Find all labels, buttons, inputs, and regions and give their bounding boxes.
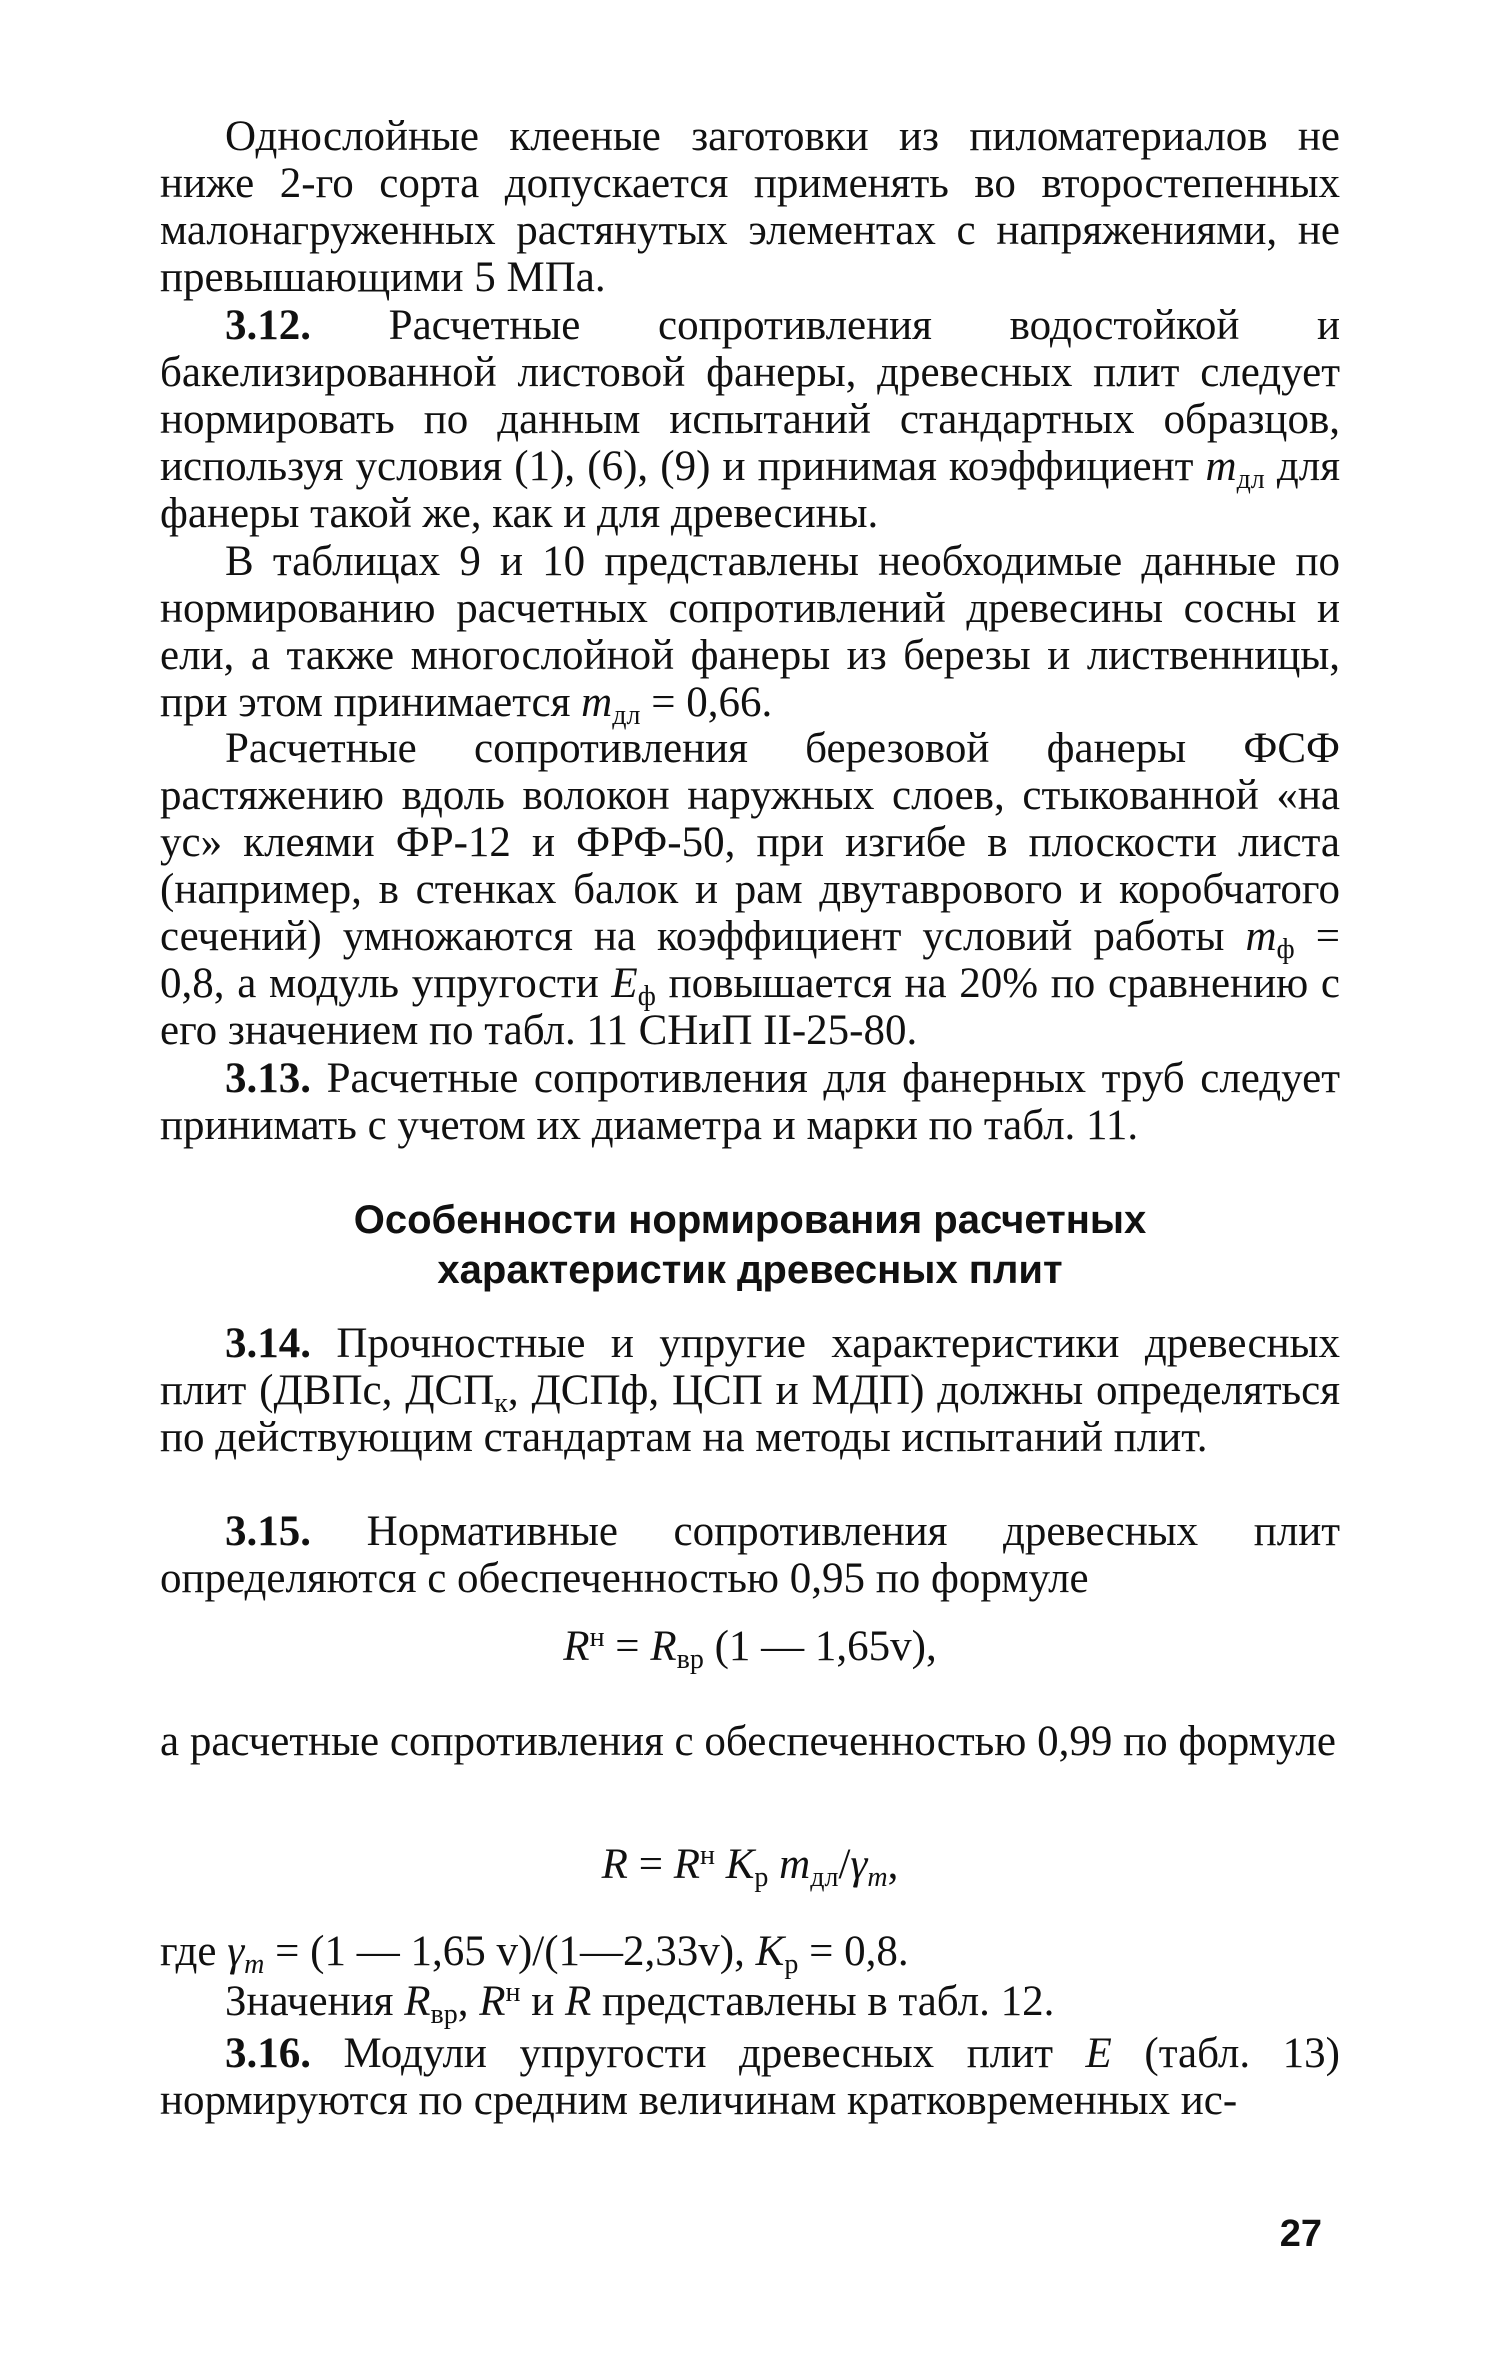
section-heading: Особенности нормирования расчетных характеристик древесных плит xyxy=(353,1198,1147,1292)
section-number: 3.16. xyxy=(225,2030,311,2077)
document-page xyxy=(160,0,1340,2363)
page-number: 27 xyxy=(1279,2213,1322,2255)
section-number: 3.14. xyxy=(225,1320,311,1367)
section-number: 3.13. xyxy=(225,1055,311,1102)
formula-design-resistance: $R = R^н$ $K_р$ $m_{дл}/\gamma_m$, xyxy=(601,1840,899,1893)
paragraph-3-16: 3.16. Модули упругости древесных плит E (табл. 13) нормируются по средним величинам кратковременных ис- xyxy=(160,2030,1340,2124)
paragraph-where-gamma: где $\gamma_m = (1$ — 1,65 v)/(1—2,33v), $K_р = 0,8$. xyxy=(160,1928,909,1980)
paragraph-3-14: 3.14. Прочностные и упругие характеристики древесных плит (ДВПс, $ДСП_к$, ДСПф, ЦСП и МДП) должны определяться по действующим стандартам на методы испытаний плит. xyxy=(160,1320,1341,1461)
paragraph-plywood-blanks: Однослойные клееные заготовки из пиломатериалов не ниже 2-го сорта допускается применять во второстепенных малонагруженных растянутых элементах с напряжениями, не превышающими 5 МПа. xyxy=(160,113,1340,301)
paragraph-3-15: 3.15. Нормативные сопротивления древесных плит определяются с обеспеченностью 0,95 по формуле xyxy=(160,1508,1340,1602)
paragraph-fsf-plywood: Расчетные сопротивления березовой фанеры ФСФ растяжению вдоль волокон наружных слоев, стыкованной «на ус» клеями ФР-12 и ФРФ-50, при изгибе в плоскости листа (например, в стенках балок и рам двутаврового и коробчатого сечений) умножаются на коэффициент условий работы $m_ф = 0,8$, а модуль упругости $E_ф$ повышается на 20% по сравнению с его значением по табл. 11 СНиП II-25-80. xyxy=(160,725,1340,1054)
paragraph-values-table-12: Значения $R_{вр}$, $R^н$ и R представлены в табл. 12. xyxy=(225,1977,1055,2030)
formula-normative-resistance: $R^н = R_{вр}$ (1 — 1,65v), xyxy=(563,1622,937,1675)
paragraph-tables-9-10: В таблицах 9 и 10 представлены необходимые данные по нормированию расчетных сопротивлений древесины сосны и ели, а также многослойной фанеры из березы и лиственницы, при этом принимается $m_{дл} = 0,66$. xyxy=(160,538,1340,731)
paragraph-3-12: 3.12. Расчетные сопротивления водостойкой и бакелизированной листовой фанеры, древесных плит следует нормировать по данным испытаний стандартных образцов, используя условия (1), (6), (9) и принимая коэффициент $m_{дл}$ для фанеры такой же, как и для древесины. xyxy=(160,302,1341,537)
section-number: 3.12. xyxy=(225,302,311,349)
paragraph-design-resistance-intro: а расчетные сопротивления с обеспеченностью 0,99 по формуле xyxy=(160,1718,1336,1765)
paragraph-3-13: 3.13. Расчетные сопротивления для фанерных труб следует принимать с учетом их диаметра и марки по табл. 11. xyxy=(160,1055,1340,1149)
section-number: 3.15. xyxy=(225,1508,311,1555)
